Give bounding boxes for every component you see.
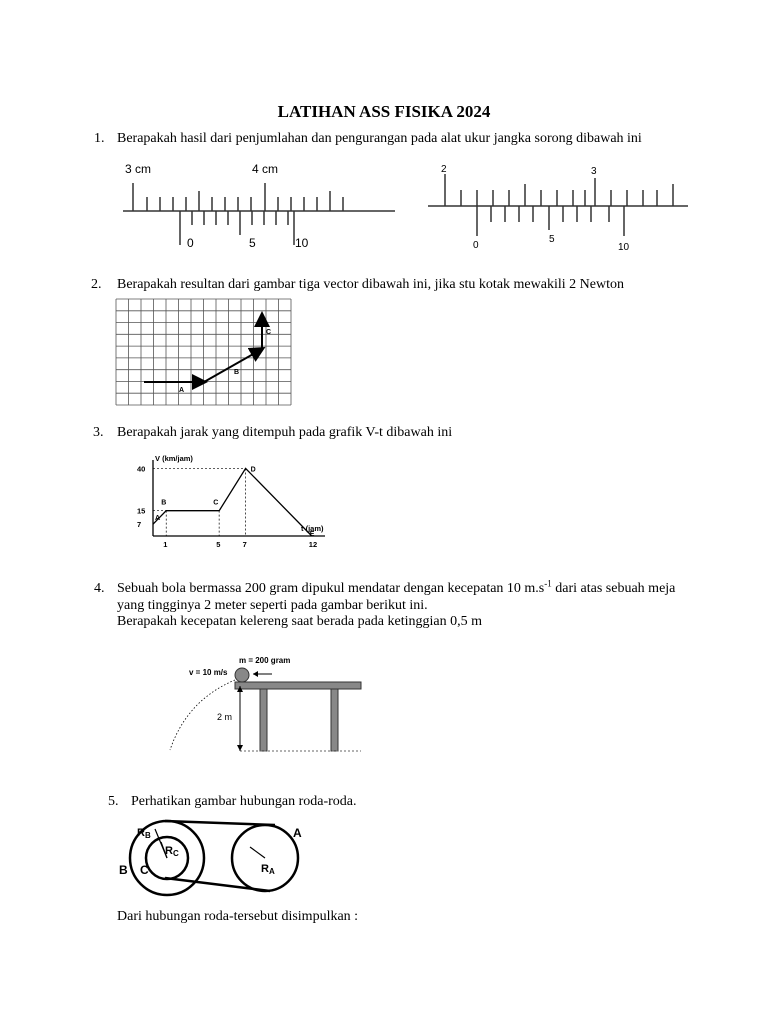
table-leg [260, 689, 267, 751]
table-top [235, 682, 361, 689]
point-label: E [309, 531, 315, 538]
radius-label: RB [137, 827, 151, 840]
vernier-label: 10 [618, 242, 630, 253]
caliper-label: 3 [591, 166, 597, 177]
wheels-figure [115, 810, 315, 905]
caliper-label: 3 cm [125, 162, 152, 176]
belt-bottom [165, 878, 270, 891]
velocity-label: v = 10 m/s [189, 668, 228, 677]
question-text: Dari hubungan roda-tersebut disimpulkan : [117, 909, 359, 924]
question-number: 2. [91, 277, 102, 292]
vernier-label: 0 [473, 240, 479, 251]
vector-grid [115, 298, 295, 408]
point-label: D [250, 466, 256, 474]
radius-label: RC [165, 845, 179, 858]
question-number: 1. [94, 131, 105, 146]
x-tick-label: 7 [242, 540, 247, 549]
question-text: Berapakah hasil dari penjumlahan dan pengurangan pada alat ukur jangka sorong dibawah ini [117, 131, 642, 146]
x-tick-label: 12 [308, 540, 318, 549]
height-label: 2 m [217, 712, 233, 722]
text-segment: dari atas sebuah meja [551, 581, 676, 596]
y-axis-label: V (km/jam) [155, 454, 193, 463]
velocity-line [153, 468, 312, 536]
caliper-label: 2 [441, 164, 447, 175]
y-tick-label: 15 [137, 506, 146, 516]
question-text: Berapakah jarak yang ditempuh pada grafik V-t dibawah ini [117, 425, 453, 440]
point-label: C [213, 499, 219, 507]
vernier-label: 5 [549, 234, 555, 245]
page-title: LATIHAN ASS FISIKA 2024 [277, 102, 491, 121]
ball [235, 668, 249, 682]
vector-label: B [234, 369, 240, 376]
text-segment: Sebuah bola bermassa 200 gram dipukul mendatar dengan kecepatan 10 m.s [117, 581, 545, 596]
x-axis-label: t (jam) [301, 524, 324, 533]
radius-label: RA [261, 863, 275, 876]
table-leg [331, 689, 338, 751]
vector-label: C [266, 329, 272, 336]
superscript: -1 [544, 578, 552, 589]
question-text-line: yang tingginya 2 meter seperti pada gambar berikut ini. [117, 598, 428, 613]
table-ball-figure [165, 650, 365, 755]
point-label: A [155, 515, 161, 523]
wheel-label: A [293, 826, 302, 840]
vernier-label: 0 [187, 236, 194, 250]
vector-label: A [179, 387, 185, 394]
question-text: Perhatikan gambar hubungan roda-roda. [131, 794, 357, 809]
caliper-label: 4 cm [252, 162, 279, 176]
point-label: B [161, 499, 167, 507]
question-text-line: Berapakah kecepatan kelereng saat berada pada ketinggian 0,5 m [117, 614, 482, 629]
question-text-line [117, 580, 675, 597]
x-tick-label: 5 [216, 540, 221, 549]
x-tick-label: 1 [163, 540, 168, 549]
vernier-caliper-2 [425, 160, 695, 255]
mass-label: m = 200 gram [239, 656, 291, 665]
vernier-label: 10 [295, 236, 309, 250]
vernier-label: 5 [249, 236, 256, 250]
wheel-label: C [140, 863, 149, 877]
y-tick-label: 7 [137, 520, 142, 530]
question-text: Berapakah resultan dari gambar tiga vector dibawah ini, jika stu kotak mewakili 2 Newton [117, 277, 624, 292]
question-number: 3. [93, 425, 104, 440]
question-number: 5. [108, 794, 119, 809]
wheel-label: B [119, 863, 128, 877]
vernier-caliper-1 [115, 155, 405, 255]
velocity-time-chart [135, 450, 340, 550]
question-number: 4. [94, 581, 105, 596]
y-tick-label: 40 [137, 464, 146, 474]
